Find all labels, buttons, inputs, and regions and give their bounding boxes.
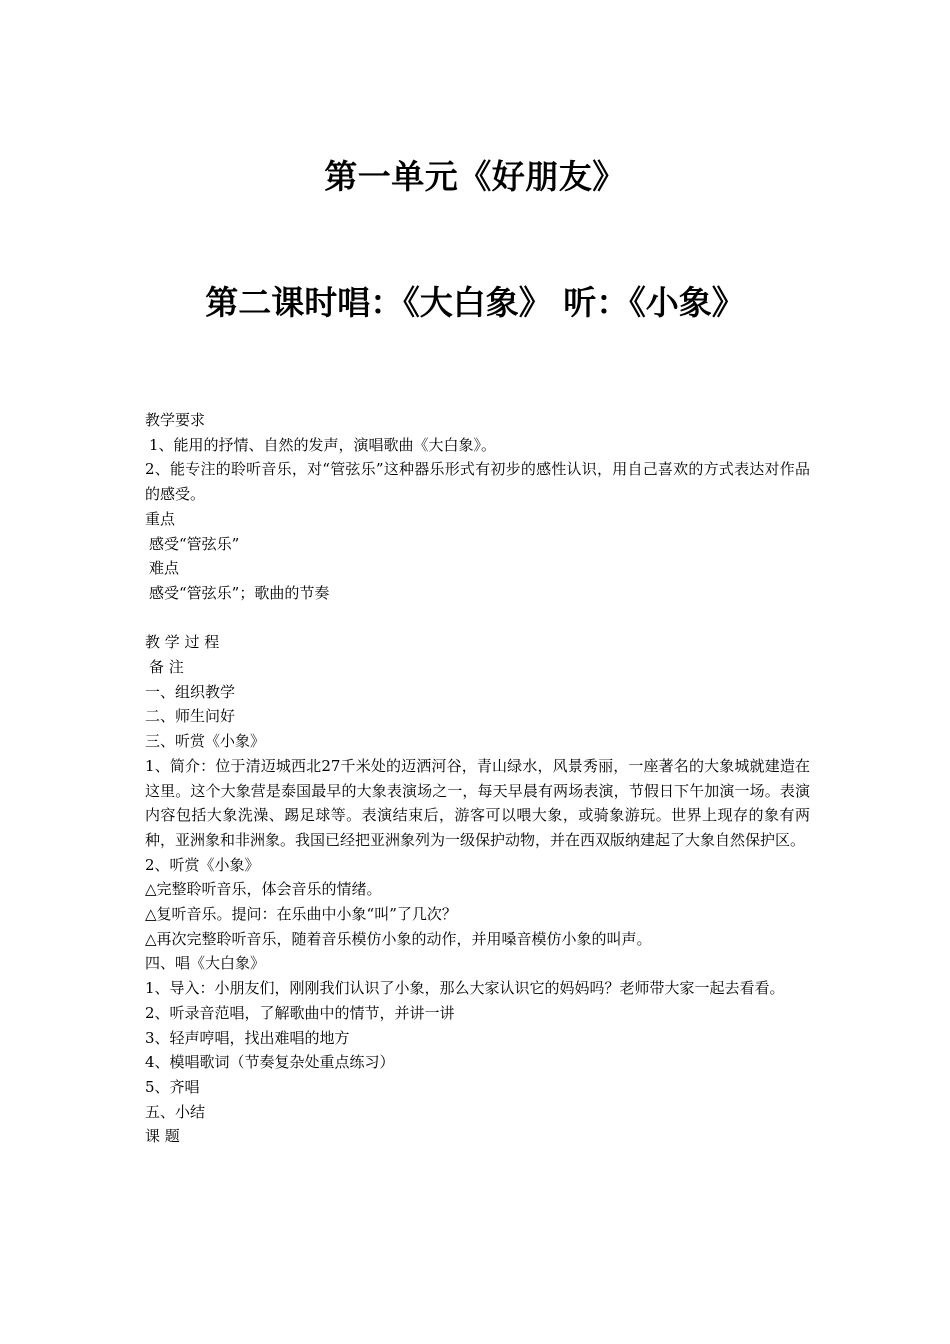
process-line: 2、听赏《小象》 <box>145 855 260 874</box>
process-line: 四、唱《大白象》 <box>145 954 266 973</box>
requirements-heading: 教学要求 <box>145 411 206 429</box>
unit-title: 第一单元《好朋友》 <box>324 157 626 196</box>
key-point-text: 感受“管弦乐” <box>149 534 240 553</box>
requirement-item: 1、能用的抒情、自然的发声，演唱歌曲《大白象》。 <box>149 435 497 454</box>
process-line: 2、听录音范唱，了解歌曲中的情节，并讲一讲 <box>145 1003 455 1022</box>
process-heading: 教 学 过 程 <box>145 633 220 652</box>
process-line: △再次完整聆听音乐，随着音乐模仿小象的动作，并用嗓音模仿小象的叫声。 <box>145 929 652 948</box>
footer-label: 课 题 <box>145 1127 180 1146</box>
process-line: △完整聆听音乐，体会音乐的情绪。 <box>145 880 382 899</box>
difficult-point-text: 感受“管弦乐”；歌曲的节奏 <box>149 583 330 602</box>
process-line: 二、师生问好 <box>145 707 236 726</box>
process-line: 五、小结 <box>145 1102 206 1121</box>
key-point-heading: 重点 <box>145 509 176 528</box>
lesson-title: 第二课时唱：《大白象》 听：《小象》 <box>205 283 745 322</box>
process-line: 1、导入：小朋友们，刚刚我们认识了小象，那么大家认识它的妈妈吗？老师带大家一起去看看。 <box>145 979 785 998</box>
process-line: 4、模唱歌词（节奏复杂处重点练习） <box>145 1053 395 1072</box>
requirement-item: 2、能专注的聆听音乐，对“管弦乐”这种器乐形式有初步的感性认识，用自己喜欢的方式表达对作品的感受。 <box>145 460 810 504</box>
process-line: 3、轻声哼唱，找出难唱的地方 <box>145 1028 350 1047</box>
notes-label: 备 注 <box>149 658 184 677</box>
process-line: △复听音乐。提问：在乐曲中小象“叫”了几次？ <box>145 905 457 924</box>
document-body <box>145 408 810 1149</box>
process-line: 5、齐唱 <box>145 1077 200 1096</box>
process-line: 一、组织教学 <box>145 682 236 701</box>
process-line: 三、听赏《小象》 <box>145 732 266 751</box>
blank-line <box>145 606 810 631</box>
difficult-point-heading: 难点 <box>149 559 180 578</box>
process-line: 1、简介：位于清迈城西北27千米处的迈洒河谷，青山绿水，风景秀丽，一座著名的大象城就建造在这里。这个大象营是泰国最早的大象表演场之一，每天早晨有两场表演，节假日下午加演一场。表演内容包括大象洗澡、踢足球等。表演结束后，游客可以喂大象，或骑象游玩。世界上现存的象有两种，亚洲象和非洲象。我国已经把亚洲象列为一级保护动物，并在西双版纳建起了大象自然保护区。 <box>145 756 810 849</box>
